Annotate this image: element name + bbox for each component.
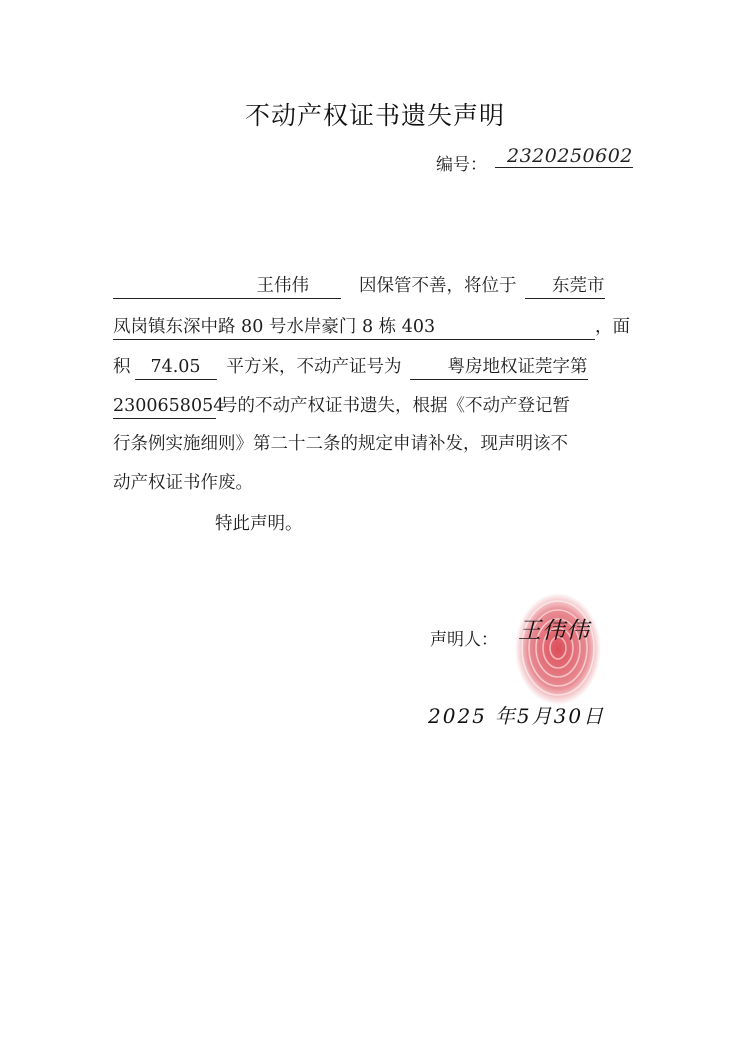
property-address: 凤岗镇东深中路 80 号水岸豪门 8 栋 403: [113, 317, 595, 340]
handwritten-signature: 王伟伟: [518, 618, 590, 644]
page-title: 不动产权证书遗失声明: [244, 101, 505, 130]
handwritten-date: [428, 700, 605, 729]
body-text-1: 因保管不善，将位于: [359, 276, 517, 296]
body-line-5: [113, 430, 568, 455]
certificate-prefix: 粤房地权证莞字第: [410, 357, 588, 380]
body-text-5: 号的不动产权证书遗失，根据《不动产登记暂: [220, 396, 570, 416]
body-line-2: [113, 313, 630, 340]
date-year: 2025: [428, 704, 487, 728]
body-text-2: ，面: [595, 317, 630, 337]
date-year-char: 年: [494, 704, 517, 728]
body-line-3: [113, 353, 588, 380]
body-line-1: [113, 272, 605, 299]
closing-line: [215, 510, 303, 535]
closing-text: 特此声明。: [215, 514, 303, 534]
body-text-4: 平方米，不动产证号为: [226, 357, 402, 377]
date-month: 5: [516, 704, 532, 728]
property-area: 74.05: [135, 357, 217, 380]
body-text-7: 动产权证书作废。: [113, 473, 253, 493]
owner-name: 王伟伟: [113, 276, 341, 299]
body-line-4: [113, 392, 570, 419]
serial-number: 2320250602: [495, 145, 633, 168]
body-text-6: 行条例实施细则》第二十二条的规定申请补发，现声明该不: [113, 434, 568, 454]
date-day: 30: [553, 704, 584, 728]
signatory-label: 声明人：: [430, 630, 498, 650]
thumbprint-stamp: [512, 590, 604, 708]
date-day-char: 日: [583, 704, 606, 728]
body-text-3: 积: [113, 357, 131, 377]
serial-label: 编号：: [436, 155, 487, 175]
body-line-6: [113, 469, 253, 494]
certificate-number: 2300658054: [113, 396, 216, 419]
city-name: 东莞市: [525, 276, 605, 299]
date-month-char: 月: [531, 704, 554, 728]
